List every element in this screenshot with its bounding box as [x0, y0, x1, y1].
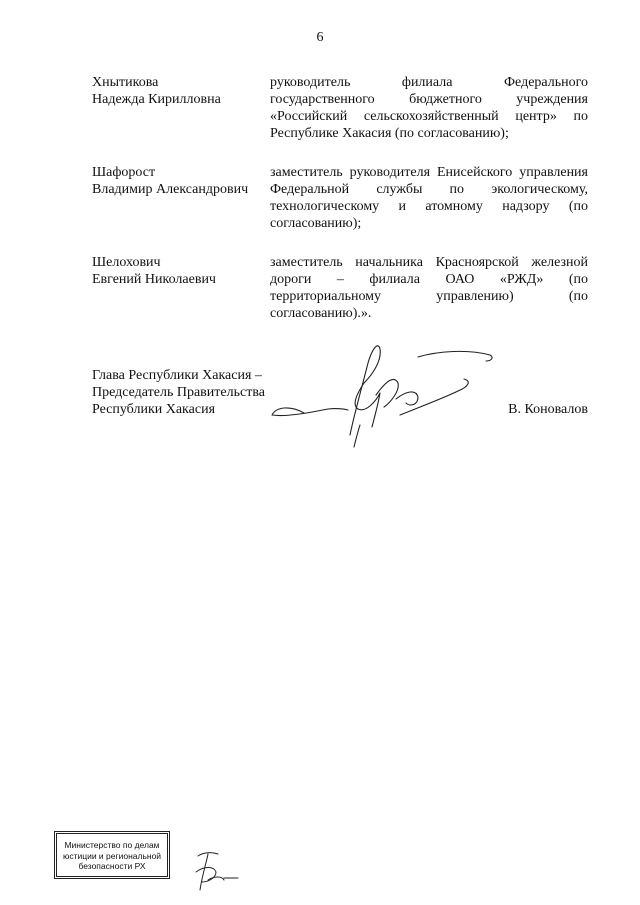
handwritten-signature [268, 335, 498, 450]
member-given-names: Владимир Александрович [92, 182, 249, 197]
signer-title-line: Республики Хакасия [92, 402, 216, 417]
signer-name: В. Коновалов [508, 402, 588, 417]
member-name [92, 164, 270, 232]
member-entry [92, 74, 588, 142]
member-role: заместитель руководителя Енисейского управления Федеральной службы по экологическому, технологическому и атомному надзору (по согласованию); [270, 165, 588, 231]
members-list [92, 74, 588, 344]
member-name [92, 254, 270, 322]
signer-title [92, 367, 265, 418]
member-surname: Хнытикова [92, 75, 159, 90]
stamp-line: безопасности РХ [78, 861, 146, 871]
member-surname: Шелохович [92, 255, 161, 270]
member-entry [92, 254, 588, 322]
member-surname: Шафорост [92, 165, 156, 180]
member-role: заместитель начальника Красноярской железной дороги – филиала ОАО «РЖД» (по территориальному управлению) (по согласованию).». [270, 255, 588, 321]
stamp-line: юстиции и региональной [62, 850, 162, 861]
member-given-names: Надежда Кирилловна [92, 92, 221, 107]
stamp-line: Министерство по делам [64, 840, 160, 850]
page-number: 6 [316, 30, 324, 45]
member-name [92, 74, 270, 142]
member-given-names: Евгений Николаевич [92, 272, 216, 287]
signer-title-line: Глава Республики Хакасия – [92, 368, 262, 383]
signer-title-line: Председатель Правительства [92, 385, 265, 400]
handwritten-initials [188, 848, 240, 894]
ministry-stamp [56, 833, 168, 877]
member-role: руководитель филиала Федерального государственного бюджетного учреждения «Российский сельскохозяйственный центр» по Республике Хакасия (по согласованию); [270, 75, 588, 141]
member-entry [92, 164, 588, 232]
